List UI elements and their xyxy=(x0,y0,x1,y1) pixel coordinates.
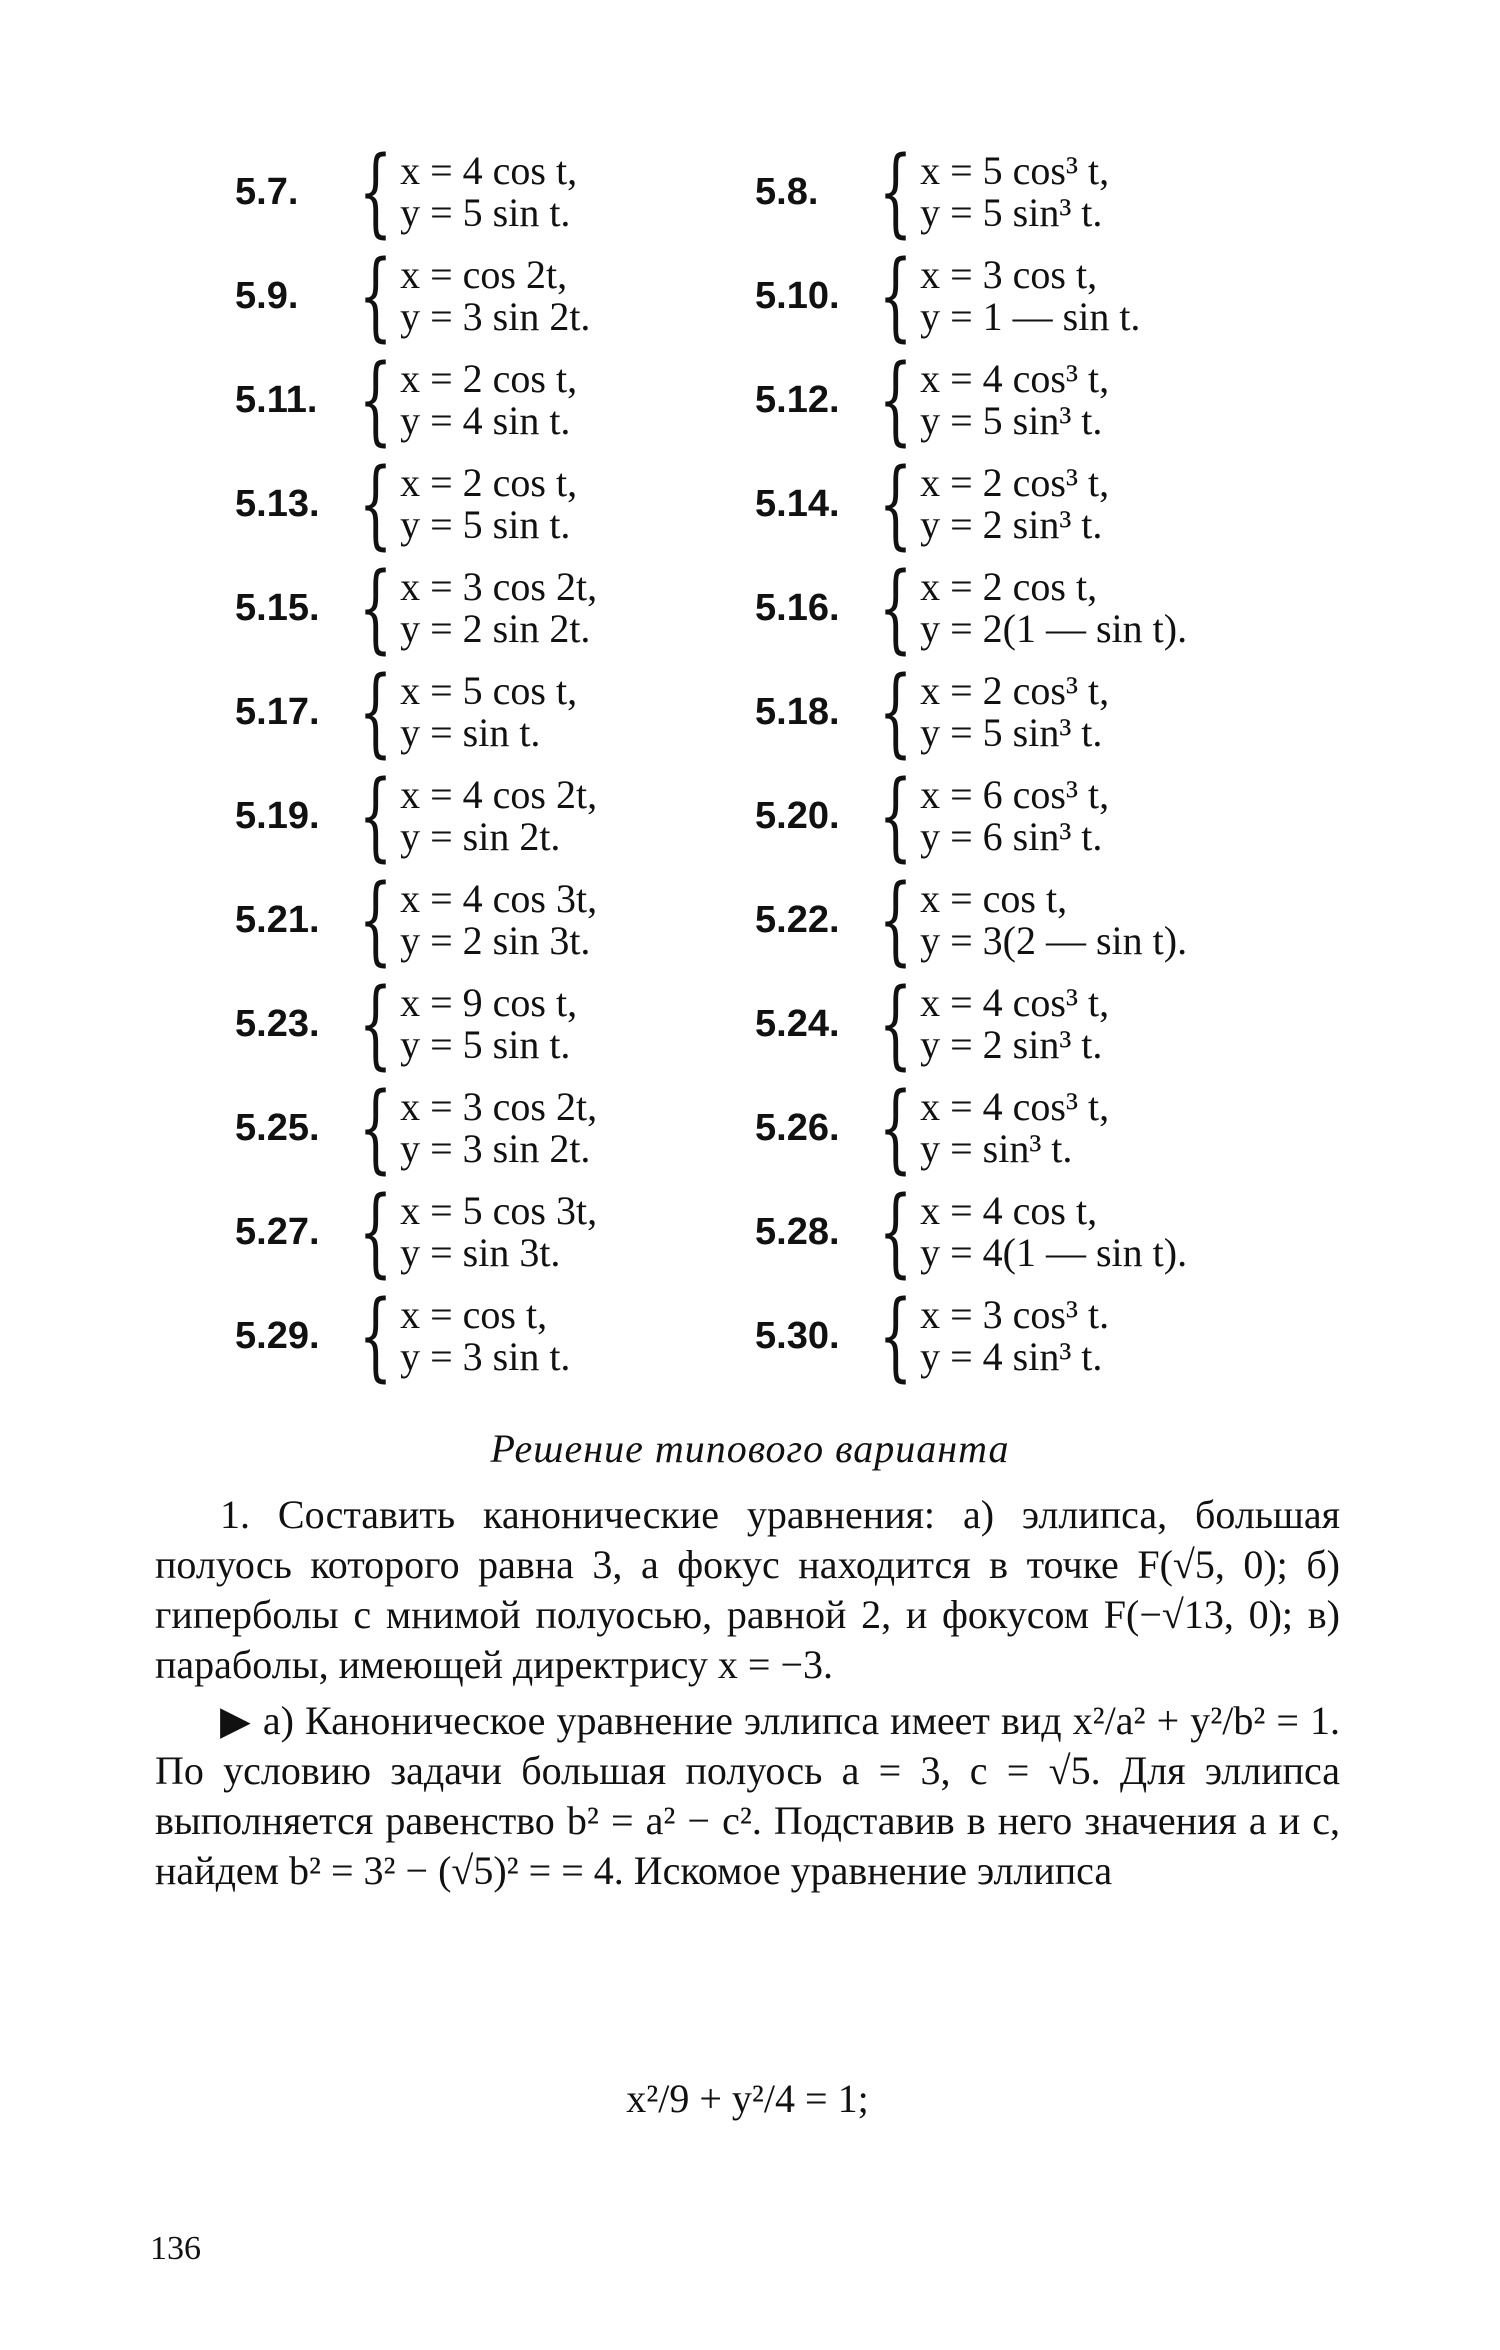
problem-number: 5.22. xyxy=(755,898,840,941)
y-equation: y = 2 sin³ t. xyxy=(920,1022,1103,1067)
problem-number: 5.28. xyxy=(755,1210,840,1253)
x-equation: x = cos t, xyxy=(920,876,1068,921)
solution-paragraph: ▶ а) Каноническое уравнение эллипса имеет вид x²/a² + y²/b² = 1. По условию задачи большая полуось a = 3, c = √5. Для эллипса выполняется равенство b² = a² − c². Подставив в него значения a и c, найдем b² = 3² − (√5)² = = 4. Искомое уравнение эллипса xyxy=(155,1698,1340,1893)
y-equation: y = 5 sin³ t. xyxy=(920,398,1103,443)
y-equation: y = 4 sin³ t. xyxy=(920,1334,1103,1379)
problem-item xyxy=(755,447,1255,560)
brace-icon: { xyxy=(358,1279,393,1392)
brace-icon: { xyxy=(878,1071,913,1184)
problem-number: 5.8. xyxy=(755,170,819,213)
y-equation: y = 3 sin 2t. xyxy=(400,294,591,339)
brace-icon: { xyxy=(878,655,913,768)
y-equation: y = 4(1 — sin t). xyxy=(920,1230,1188,1275)
problem-number: 5.9. xyxy=(235,274,299,317)
brace-icon: { xyxy=(358,1071,393,1184)
problem-list xyxy=(235,135,1255,1392)
y-equation: y = 5 sin t. xyxy=(400,1022,571,1067)
brace-icon: { xyxy=(878,967,913,1080)
problem-item xyxy=(755,239,1255,352)
equation-system xyxy=(345,551,598,664)
problem-number: 5.21. xyxy=(235,898,320,941)
x-equation: x = 2 cos³ t, xyxy=(920,460,1110,505)
problem-item xyxy=(235,447,755,560)
problem-item xyxy=(755,863,1255,976)
brace-icon: { xyxy=(878,343,913,456)
problem-number: 5.29. xyxy=(235,1314,320,1357)
problem-item xyxy=(235,239,755,352)
x-equation: x = 3 cos³ t. xyxy=(920,1292,1110,1337)
problem-number: 5.13. xyxy=(235,482,320,525)
x-equation: x = 5 cos³ t, xyxy=(920,148,1110,193)
equation-system xyxy=(865,967,1110,1080)
equation-system xyxy=(345,135,578,248)
x-equation: x = 9 cos t, xyxy=(400,980,578,1025)
problem-item xyxy=(755,759,1255,872)
brace-icon: { xyxy=(878,239,913,352)
x-equation: x = 2 cos t, xyxy=(400,460,578,505)
problem-item xyxy=(235,135,755,248)
equation-system xyxy=(345,1175,598,1288)
y-equation: y = 1 — sin t. xyxy=(920,294,1141,339)
problem-number: 5.18. xyxy=(755,690,840,733)
brace-icon: { xyxy=(358,863,393,976)
y-equation: y = 3 sin t. xyxy=(400,1334,571,1379)
problem-item xyxy=(235,1175,755,1288)
brace-icon: { xyxy=(878,447,913,560)
problem-item xyxy=(755,655,1255,768)
problem-number: 5.27. xyxy=(235,1210,320,1253)
equation-system xyxy=(865,239,1141,352)
brace-icon: { xyxy=(358,655,393,768)
problem-item xyxy=(235,551,755,664)
problem-item xyxy=(235,967,755,1080)
problem-number: 5.24. xyxy=(755,1002,840,1045)
y-equation: y = sin t. xyxy=(400,710,541,755)
problem-item xyxy=(755,1175,1255,1288)
equation-system xyxy=(345,343,578,456)
y-equation: y = 3(2 — sin t). xyxy=(920,918,1188,963)
page-number: 136 xyxy=(150,2230,201,2267)
problem-item xyxy=(235,1071,755,1184)
equation-system xyxy=(345,655,578,768)
equation-system xyxy=(345,759,598,872)
x-equation: x = 4 cos 3t, xyxy=(400,876,598,921)
problem-number: 5.16. xyxy=(755,586,840,629)
equation-system xyxy=(865,1279,1110,1392)
problem-number: 5.10. xyxy=(755,274,840,317)
x-equation: x = 5 cos 3t, xyxy=(400,1188,598,1233)
y-equation: y = 2 sin 2t. xyxy=(400,606,591,651)
y-equation: y = 2 sin³ t. xyxy=(920,502,1103,547)
section-heading: Решение типового варианта xyxy=(490,1426,1010,1471)
brace-icon: { xyxy=(878,759,913,872)
problem-number: 5.26. xyxy=(755,1106,840,1149)
x-equation: x = 2 cos³ t, xyxy=(920,668,1110,713)
brace-icon: { xyxy=(358,135,393,248)
x-equation: x = 4 cos t, xyxy=(920,1188,1098,1233)
equation-system xyxy=(345,1279,571,1392)
brace-icon: { xyxy=(358,447,393,560)
x-equation: x = 6 cos³ t, xyxy=(920,772,1110,817)
problem-item xyxy=(235,1279,755,1392)
equation-system xyxy=(345,447,578,560)
y-equation: y = 5 sin³ t. xyxy=(920,710,1103,755)
y-equation: y = 2 sin 3t. xyxy=(400,918,591,963)
y-equation: y = 5 sin t. xyxy=(400,502,571,547)
x-equation: x = 5 cos t, xyxy=(400,668,578,713)
brace-icon: { xyxy=(878,1279,913,1392)
problem-item xyxy=(755,343,1255,456)
problem-statement: 1. Составить канонические уравнения: а) эллипса, большая полуось которого равна 3, а фокус находится в точке F(√5, 0); б) гиперболы с мнимой полуосью, равной 2, и фокусом F(−√13, 0); в) параболы, имеющей директрису x = −3. xyxy=(155,1492,1340,1687)
equation-system xyxy=(865,447,1110,560)
y-equation: y = 6 sin³ t. xyxy=(920,814,1103,859)
x-equation: x = 3 cos 2t, xyxy=(400,564,598,609)
problem-item xyxy=(755,967,1255,1080)
problem-item xyxy=(755,1279,1255,1392)
y-equation: y = sin 2t. xyxy=(400,814,561,859)
problem-number: 5.12. xyxy=(755,378,840,421)
brace-icon: { xyxy=(358,967,393,1080)
problem-item xyxy=(235,863,755,976)
problem-number: 5.20. xyxy=(755,794,840,837)
problem-number: 5.25. xyxy=(235,1106,320,1149)
equation-system xyxy=(865,343,1110,456)
y-equation: y = 5 sin t. xyxy=(400,190,571,235)
problem-item xyxy=(755,1071,1255,1184)
problem-item xyxy=(235,343,755,456)
brace-icon: { xyxy=(358,1175,393,1288)
y-equation: y = 3 sin 2t. xyxy=(400,1126,591,1171)
x-equation: x = 3 cos t, xyxy=(920,252,1098,297)
x-equation: x = 2 cos t, xyxy=(920,564,1098,609)
y-equation: y = 4 sin t. xyxy=(400,398,571,443)
problem-item xyxy=(235,759,755,872)
equation-system xyxy=(865,655,1110,768)
ellipse-equation: x²/9 + y²/4 = 1; xyxy=(626,2076,869,2121)
x-equation: x = 4 cos³ t, xyxy=(920,356,1110,401)
problem-number: 5.11. xyxy=(235,378,318,421)
solution-text xyxy=(155,1490,1340,1902)
problem-number: 5.15. xyxy=(235,586,320,629)
equation-system xyxy=(865,759,1110,872)
brace-icon: { xyxy=(878,551,913,664)
problem-number: 5.17. xyxy=(235,690,320,733)
problem-number: 5.23. xyxy=(235,1002,320,1045)
problem-number: 5.30. xyxy=(755,1314,840,1357)
brace-icon: { xyxy=(358,759,393,872)
problem-item xyxy=(755,135,1255,248)
equation-system xyxy=(345,1071,598,1184)
y-equation: y = sin³ t. xyxy=(920,1126,1073,1171)
brace-icon: { xyxy=(878,863,913,976)
x-equation: x = 4 cos³ t, xyxy=(920,1084,1110,1129)
problem-number: 5.14. xyxy=(755,482,840,525)
equation-system xyxy=(345,863,598,976)
brace-icon: { xyxy=(358,239,393,352)
brace-icon: { xyxy=(358,343,393,456)
problem-number: 5.7. xyxy=(235,170,299,213)
brace-icon: { xyxy=(878,135,913,248)
problem-item xyxy=(235,655,755,768)
equation-system xyxy=(345,239,591,352)
y-equation: y = sin 3t. xyxy=(400,1230,561,1275)
equation-system xyxy=(865,1071,1110,1184)
x-equation: x = 4 cos 2t, xyxy=(400,772,598,817)
problem-item xyxy=(755,551,1255,664)
equation-system xyxy=(345,967,578,1080)
equation-system xyxy=(865,135,1110,248)
x-equation: x = 4 cos³ t, xyxy=(920,980,1110,1025)
y-equation: y = 2(1 — sin t). xyxy=(920,606,1188,651)
y-equation: y = 5 sin³ t. xyxy=(920,190,1103,235)
x-equation: x = cos 2t, xyxy=(400,252,568,297)
brace-icon: { xyxy=(358,551,393,664)
equation-system xyxy=(865,1175,1188,1288)
brace-icon: { xyxy=(878,1175,913,1288)
x-equation: x = 3 cos 2t, xyxy=(400,1084,598,1129)
equation-system xyxy=(865,863,1188,976)
x-equation: x = cos t, xyxy=(400,1292,548,1337)
equation-system xyxy=(865,551,1188,664)
problem-number: 5.19. xyxy=(235,794,320,837)
x-equation: x = 2 cos t, xyxy=(400,356,578,401)
x-equation: x = 4 cos t, xyxy=(400,148,578,193)
